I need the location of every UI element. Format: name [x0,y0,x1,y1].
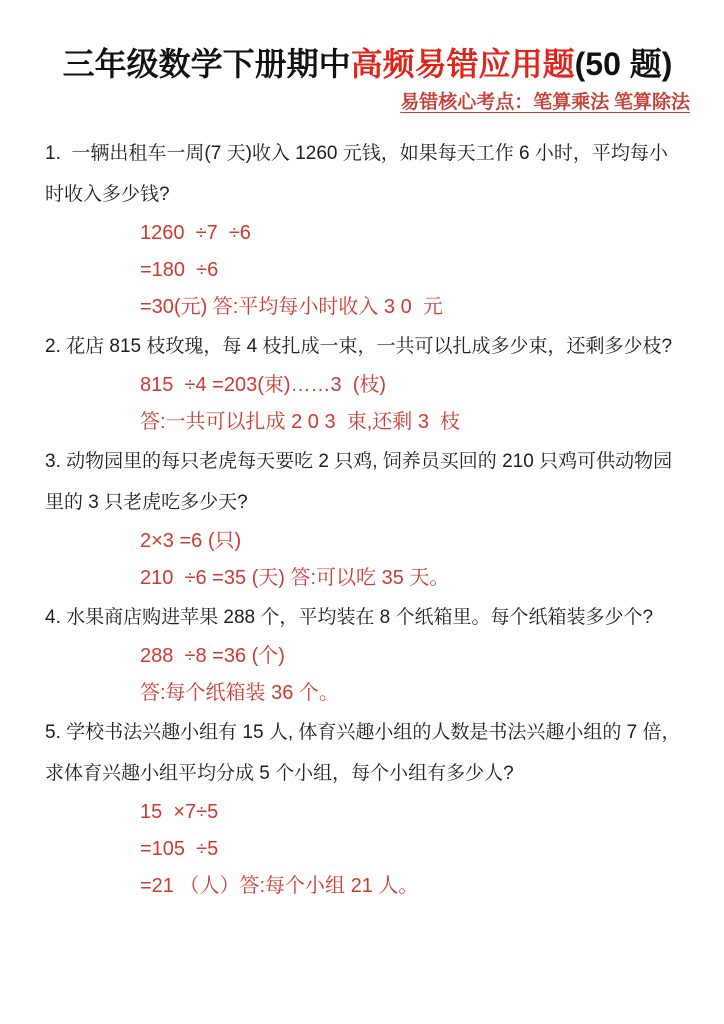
question-5-solution [140,794,690,905]
question-1-text-line-1: 1. 一辆出租车一周(7 天)收入 1260 元钱，如果每天工作 6 小时，平均每小 [45,143,668,164]
title-segment-highlight: 高频易错应用题 [350,46,575,82]
title-segment-left: 三年级数学下册期中 [62,46,351,82]
subtitle-key-points: 易错核心考点：笔算乘法 笔算除法 [400,92,690,113]
question-2-solution [140,367,690,441]
question-5-solution-line-2: =105 ÷5 [140,838,219,860]
question-3-text-line-2: 里的 3 只老虎吃多少天? [45,492,248,513]
question-1-solution-line-2: =180 ÷6 [140,259,219,281]
question-4-text-line-1: 4. 水果商店购进苹果 288 个，平均装在 8 个纸箱里。每个纸箱装多少个? [45,607,654,628]
question-5-solution-line-3: =21 （人）答:每个小组 21 人。 [140,875,419,897]
question-1-solution [140,215,690,326]
question-3-solution-line-1: 2×3 =6 (只) [140,530,242,552]
question-4 [45,597,690,712]
question-5-text-line-1: 5. 学校书法兴趣小组有 15 人, 体育兴趣小组的人数是书法兴趣小组的 7 倍， [45,722,681,743]
question-3-text-line-1: 3. 动物园里的每只老虎每天要吃 2 只鸡, 饲养员买回的 210 只鸡可供动物园 [45,451,673,472]
subtitle-row [45,90,690,117]
question-4-solution-line-2: 答:每个纸箱装 36 个。 [140,682,339,704]
question-1 [45,133,690,326]
question-3 [45,441,690,597]
question-3-solution-line-2: 210 ÷6 =35 (天) 答:可以吃 35 天。 [140,567,450,589]
question-2-text-line-1: 2. 花店 815 枝玫瑰，每 4 枝扎成一束，一共可以扎成多少束，还剩多少枝? [45,336,673,357]
page-title [45,42,690,86]
question-1-solution-line-1: 1260 ÷7 ÷6 [140,222,251,244]
question-5-solution-line-1: 15 ×7÷5 [140,801,219,823]
question-1-text-line-2: 时收入多少钱? [45,184,170,205]
question-list [45,133,690,905]
question-1-solution-line-3: =30(元) 答:平均每小时收入 3 0 元 [140,296,443,318]
question-3-solution [140,523,690,597]
question-4-solution-line-1: 288 ÷8 =36 (个) [140,645,285,667]
title-segment-count: (50 题) [574,46,673,82]
question-2-solution-line-1: 815 ÷4 =203(束)……3 (枝) [140,374,387,396]
question-5-text-line-2: 求体育兴趣小组平均分成 5 个小组，每个小组有多少人? [45,763,514,784]
question-2-solution-line-2: 答:一共可以扎成 2 0 3 束,还剩 3 枝 [140,411,461,433]
question-2 [45,326,690,441]
question-5 [45,712,690,905]
question-4-solution [140,638,690,712]
